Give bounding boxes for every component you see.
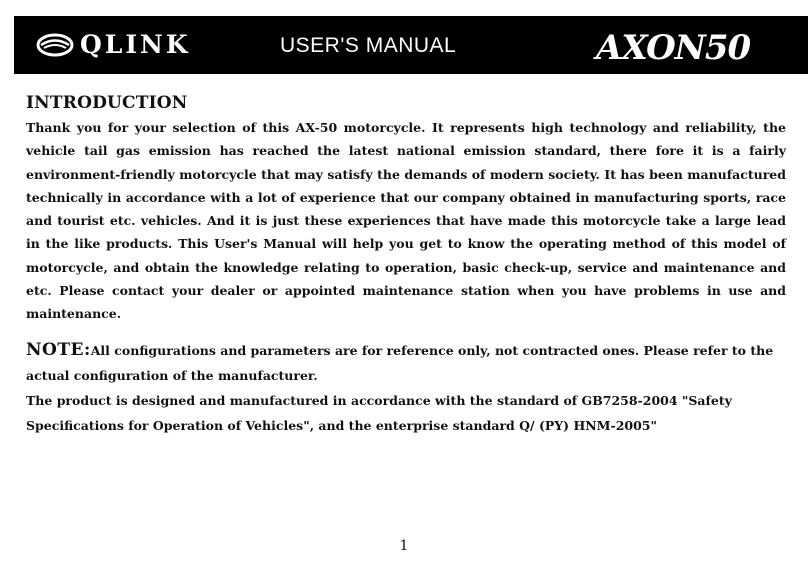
- brand: [36, 30, 191, 60]
- note-text: All configurations and parameters are for reference only, not contracted ones. Please refer to the actual configuration of the manufacturer.: [26, 342, 774, 383]
- note-block: [26, 338, 786, 388]
- page-number: 1: [399, 538, 409, 554]
- model-logo-text: AXON50: [596, 28, 751, 68]
- brand-name: QLINK: [80, 30, 191, 59]
- qlink-logo-icon: [36, 33, 74, 57]
- page-content: [26, 91, 786, 438]
- manual-title: USER'S MANUAL: [280, 34, 457, 57]
- standard-statement: The product is designed and manufactured in accordance with the standard of GB7258-2004 "Safety Specifications for Operation of Vehicles", and the enterprise standard Q/ (PY) HNM-2005": [26, 392, 732, 433]
- introduction-paragraph: Thank you for your selection of this AX-50 motorcycle. It represents high technology and reliability, the vehicle tail gas emission has reached the latest national emission standard, there fore it is a fairly environment-friendly motorcycle that may satisfy the demands of modern society. It has been manufactured technically in accordance with a lot of experience that our company obtained in manufacturing sports, race and tourist etc. vehicles. And it is just these experiences that have made this motorcycle take a large lead in the like products. This User's Manual will help you get to know the operating method of this model of motorcycle, and obtain the knowledge relating to operation, basic check-up, service and maintenance and etc. Please contact your dealer or appointed maintenance station when you have problems in use and maintenance.: [26, 120, 786, 322]
- axon50-logo: [584, 21, 784, 71]
- note-label: NOTE:: [26, 339, 91, 360]
- introduction-heading: INTRODUCTION: [26, 93, 188, 113]
- header-banner: [14, 16, 808, 74]
